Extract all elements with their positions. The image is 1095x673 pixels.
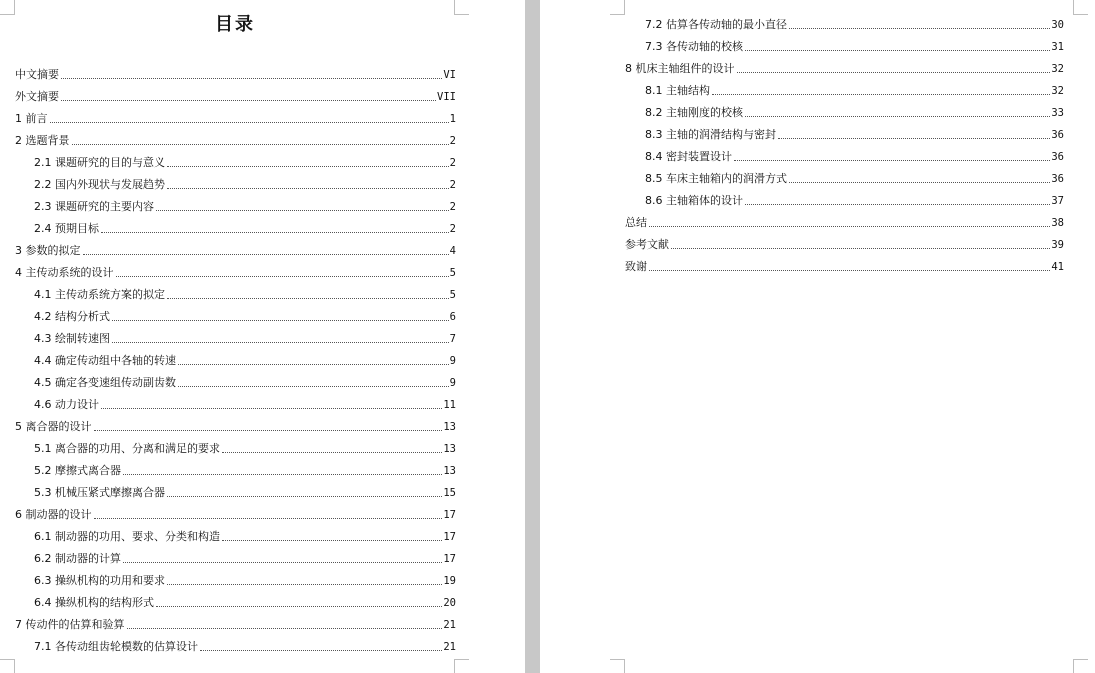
crop-mark [1073, 659, 1088, 673]
toc-entry[interactable] [34, 638, 456, 654]
dot-leader [156, 209, 449, 211]
toc-entry-page: 6 [449, 311, 456, 323]
toc-entry[interactable] [34, 396, 456, 412]
toc-entry[interactable] [625, 258, 1064, 274]
toc-entry[interactable] [34, 572, 456, 588]
toc-entry-label: 2.2 国内外现状与发展趋势 [34, 178, 165, 191]
dot-leader [123, 473, 442, 475]
toc-entry-page: 36 [1051, 129, 1064, 141]
dot-leader [178, 363, 449, 365]
toc-entry-label: 4.2 结构分析式 [34, 310, 110, 323]
toc-entry[interactable] [15, 506, 456, 522]
toc-entry-label: 3 参数的拟定 [15, 244, 81, 257]
toc-entry-page: 32 [1051, 63, 1064, 75]
toc-entry-label: 致谢 [625, 260, 647, 273]
dot-leader [789, 181, 1050, 183]
toc-entry[interactable] [645, 148, 1064, 164]
toc-entry-page: 33 [1051, 107, 1064, 119]
toc-entry-label: 4.6 动力设计 [34, 398, 99, 411]
dot-leader [127, 627, 443, 629]
toc-entry-label: 7.1 各传动组齿轮模数的估算设计 [34, 640, 198, 653]
crop-mark [610, 0, 625, 15]
dot-leader [101, 231, 449, 233]
toc-entry-page: 7 [449, 333, 456, 345]
toc-entry-page: 4 [449, 245, 456, 257]
toc-entry-label: 2.1 课题研究的目的与意义 [34, 156, 165, 169]
toc-entry-page: 15 [443, 487, 456, 499]
toc-entry-label: 8.1 主轴结构 [645, 84, 710, 97]
toc-entry-page: 36 [1051, 151, 1064, 163]
left-page [0, 0, 525, 673]
toc-entry-label: 4.3 绘制转速图 [34, 332, 110, 345]
dot-leader [789, 27, 1050, 29]
toc-entry[interactable] [645, 192, 1064, 208]
toc-entry[interactable] [15, 66, 456, 82]
dot-leader [178, 385, 449, 387]
dot-leader [94, 429, 443, 431]
dot-leader [167, 187, 449, 189]
dot-leader [222, 451, 442, 453]
toc-entry[interactable] [34, 220, 456, 236]
toc-entry[interactable] [34, 198, 456, 214]
toc-entry-label: 7.2 估算各传动轴的最小直径 [645, 18, 787, 31]
toc-entry-page: 20 [443, 597, 456, 609]
toc-entry-page: 13 [443, 465, 456, 477]
toc-entry[interactable] [15, 132, 456, 148]
toc-entry[interactable] [645, 16, 1064, 32]
dot-leader [123, 561, 442, 563]
dot-leader [50, 121, 449, 123]
dot-leader [94, 517, 443, 519]
toc-entry-label: 中文摘要 [15, 68, 59, 81]
toc-entry-page: 39 [1051, 239, 1064, 251]
toc-entry[interactable] [34, 308, 456, 324]
toc-entry-page: 9 [449, 377, 456, 389]
toc-entry[interactable] [645, 104, 1064, 120]
dot-leader [112, 319, 449, 321]
toc-entry-page: 5 [449, 267, 456, 279]
toc-entry[interactable] [15, 242, 456, 258]
dot-leader [778, 137, 1050, 139]
toc-entry[interactable] [15, 110, 456, 126]
toc-entry[interactable] [15, 264, 456, 280]
dot-leader [649, 225, 1050, 227]
right-page [540, 0, 1095, 673]
dot-leader [734, 159, 1050, 161]
toc-entry[interactable] [15, 88, 456, 104]
dot-leader [200, 649, 442, 651]
toc-entry-page: 37 [1051, 195, 1064, 207]
crop-mark [610, 659, 625, 673]
dot-leader [737, 71, 1051, 73]
toc-entry-page: 17 [443, 531, 456, 543]
toc-entry[interactable] [34, 352, 456, 368]
toc-entry-page: 36 [1051, 173, 1064, 185]
dot-leader [712, 93, 1050, 95]
dot-leader [116, 275, 449, 277]
toc-entry-label: 5 离合器的设计 [15, 420, 92, 433]
toc-entry-page: 2 [449, 157, 456, 169]
toc-entry-label: 参考文献 [625, 238, 669, 251]
toc-entry-label: 2.4 预期目标 [34, 222, 99, 235]
dot-leader [167, 495, 442, 497]
toc-entry-page: 2 [449, 179, 456, 191]
toc-entry-page: 2 [449, 201, 456, 213]
toc-entry[interactable] [34, 462, 456, 478]
toc-entry-page: 2 [449, 135, 456, 147]
dot-leader [222, 539, 442, 541]
toc-entry[interactable] [625, 214, 1064, 230]
toc-entry-page: 5 [449, 289, 456, 301]
dot-leader [61, 77, 442, 79]
dot-leader [101, 407, 442, 409]
dot-leader [745, 115, 1050, 117]
toc-entry[interactable] [645, 82, 1064, 98]
dot-leader [745, 49, 1050, 51]
toc-entry-page: 2 [449, 223, 456, 235]
toc-entry-label: 6.4 操纵机构的结构形式 [34, 596, 154, 609]
toc-entry-label: 6.2 制动器的计算 [34, 552, 121, 565]
toc-entry-label: 8 机床主轴组件的设计 [625, 62, 735, 75]
toc-entry-page: 11 [443, 399, 456, 411]
toc-entry-page: 13 [443, 443, 456, 455]
toc-entry-label: 8.3 主轴的润滑结构与密封 [645, 128, 776, 141]
dot-leader [649, 269, 1050, 271]
toc-entry[interactable] [645, 170, 1064, 186]
toc-entry-label: 5.3 机械压紧式摩擦离合器 [34, 486, 165, 499]
toc-entry[interactable] [645, 126, 1064, 142]
toc-entry-label: 7.3 各传动轴的校核 [645, 40, 743, 53]
toc-entry[interactable] [34, 440, 456, 456]
toc-entry-page: 17 [443, 509, 456, 521]
toc-entry-label: 4 主传动系统的设计 [15, 266, 114, 279]
toc-entry[interactable] [625, 236, 1064, 252]
toc-entry-page: 31 [1051, 41, 1064, 53]
toc-entry-page: 19 [443, 575, 456, 587]
toc-entry[interactable] [15, 616, 456, 632]
toc-entry[interactable] [625, 60, 1064, 76]
toc-entry-label: 6 制动器的设计 [15, 508, 92, 521]
toc-entry-page: 1 [449, 113, 456, 125]
toc-entry-label: 8.4 密封装置设计 [645, 150, 732, 163]
toc-entry-page: VI [443, 69, 456, 81]
toc-entry[interactable] [34, 550, 456, 566]
toc-entry[interactable] [34, 484, 456, 500]
toc-entry-label: 总结 [625, 216, 647, 229]
toc-entry-page: 21 [443, 641, 456, 653]
dot-leader [83, 253, 449, 255]
toc-entry-label: 5.1 离合器的功用、分离和满足的要求 [34, 442, 220, 455]
crop-mark [1073, 0, 1088, 15]
toc-entry-page: 21 [443, 619, 456, 631]
toc-entry-label: 4.5 确定各变速组传动副齿数 [34, 376, 176, 389]
toc-entry[interactable] [15, 418, 456, 434]
dot-leader [745, 203, 1050, 205]
toc-entry-page: 9 [449, 355, 456, 367]
toc-entry[interactable] [645, 38, 1064, 54]
toc-entry-page: VII [437, 91, 456, 103]
toc-entry-label: 8.5 车床主轴箱内的润滑方式 [645, 172, 787, 185]
dot-leader [167, 297, 449, 299]
crop-mark [454, 659, 469, 673]
toc-entry[interactable] [34, 528, 456, 544]
toc-entry-page: 17 [443, 553, 456, 565]
toc-entry-label: 6.3 操纵机构的功用和要求 [34, 574, 165, 587]
toc-entry[interactable] [34, 286, 456, 302]
toc-entry-label: 4.4 确定传动组中各轴的转速 [34, 354, 176, 367]
toc-entry-label: 8.6 主轴箱体的设计 [645, 194, 743, 207]
toc-entry-label: 4.1 主传动系统方案的拟定 [34, 288, 165, 301]
toc-entry-label: 1 前言 [15, 112, 48, 125]
dot-leader [61, 99, 436, 101]
dot-leader [671, 247, 1050, 249]
toc-entry-page: 41 [1051, 261, 1064, 273]
toc-entry-page: 30 [1051, 19, 1064, 31]
toc-entry-label: 外文摘要 [15, 90, 59, 103]
dot-leader [112, 341, 449, 343]
crop-mark [0, 659, 15, 673]
toc-entry-label: 2.3 课题研究的主要内容 [34, 200, 154, 213]
toc-entry-label: 7 传动件的估算和验算 [15, 618, 125, 631]
toc-entry[interactable] [34, 374, 456, 390]
toc-entry-page: 13 [443, 421, 456, 433]
toc-entry-page: 38 [1051, 217, 1064, 229]
toc-entry[interactable] [34, 330, 456, 346]
dot-leader [167, 583, 442, 585]
toc-entry-label: 2 选题背景 [15, 134, 70, 147]
toc-entry[interactable] [34, 176, 456, 192]
toc-entry[interactable] [34, 154, 456, 170]
toc-entry-label: 8.2 主轴刚度的校核 [645, 106, 743, 119]
dot-leader [167, 165, 449, 167]
toc-entry-label: 6.1 制动器的功用、要求、分类和构造 [34, 530, 220, 543]
toc-entry-label: 5.2 摩擦式离合器 [34, 464, 121, 477]
dot-leader [72, 143, 449, 145]
toc-entry-page: 32 [1051, 85, 1064, 97]
dot-leader [156, 605, 442, 607]
page-gutter [525, 0, 540, 673]
page-title: 目录 [215, 14, 255, 35]
toc-entry[interactable] [34, 594, 456, 610]
